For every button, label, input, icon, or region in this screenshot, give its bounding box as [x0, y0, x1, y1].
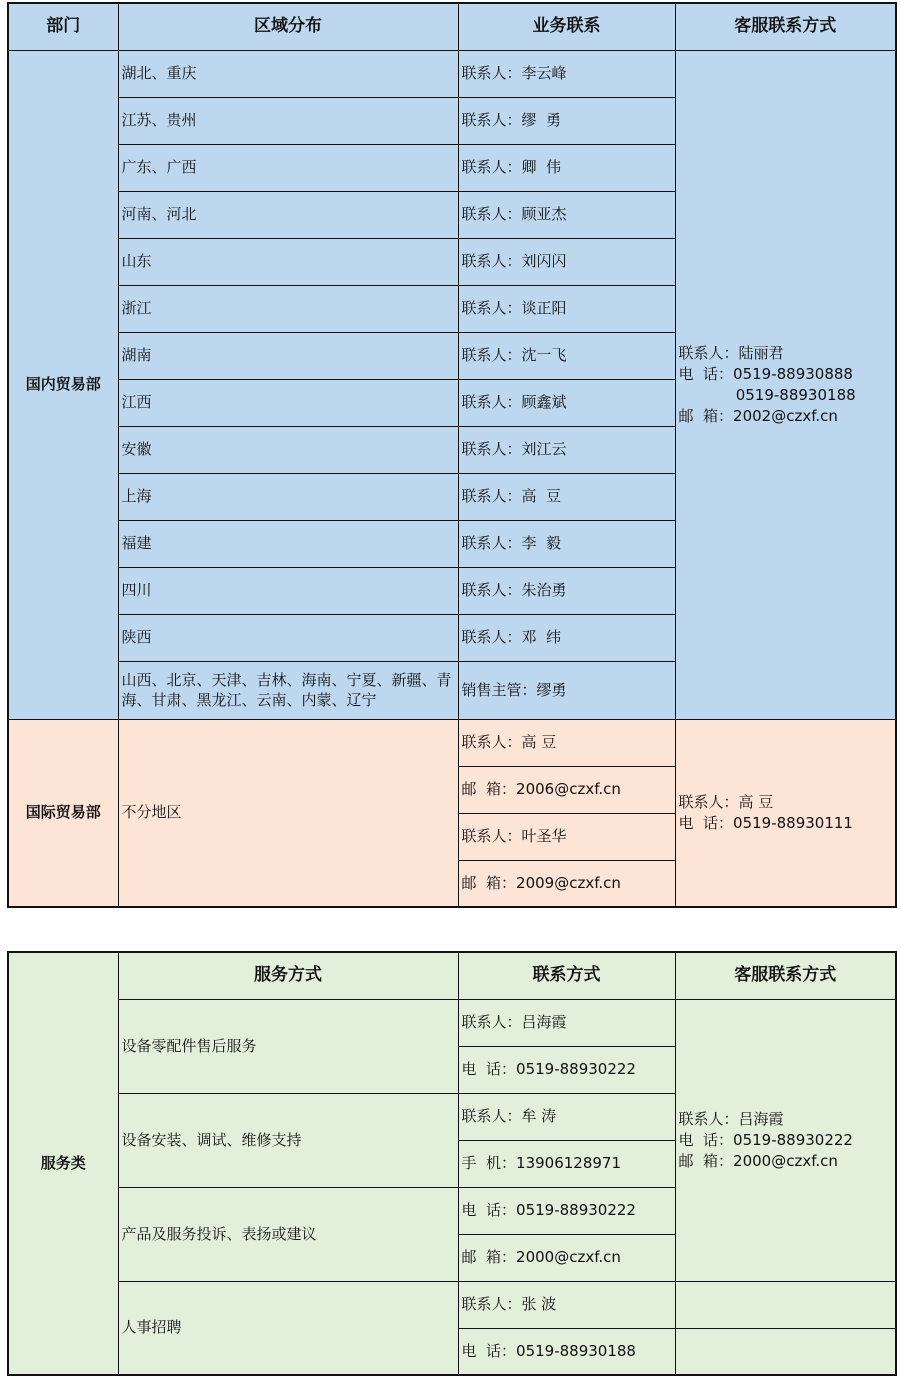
header-contact-method: 联系方式 — [458, 952, 675, 999]
region-cell: 上海 — [118, 473, 458, 520]
dept-international: 国际贸易部 — [8, 719, 118, 907]
header-business-contact: 业务联系 — [458, 3, 675, 50]
region-cell: 江苏、贵州 — [118, 97, 458, 144]
region-cell: 不分地区 — [118, 719, 458, 907]
dept-domestic: 国内贸易部 — [8, 50, 118, 719]
contact-cell: 手 机：13906128971 — [458, 1140, 675, 1187]
contact-cell: 联系人：叶圣华 — [458, 813, 675, 860]
header-service-method: 服务方式 — [118, 952, 458, 999]
service-contact-table — [7, 951, 897, 1376]
contact-cell: 联系人：缪 勇 — [458, 97, 675, 144]
contact-cell: 联系人：刘江云 — [458, 426, 675, 473]
service-name: 设备安装、调试、维修支持 — [118, 1093, 458, 1187]
empty-cell — [675, 1281, 896, 1328]
international-service-contact: 联系人：高 豆 电 话：0519-88930111 — [675, 719, 896, 907]
service-name: 人事招聘 — [118, 1281, 458, 1375]
contact-cell: 联系人：卿 伟 — [458, 144, 675, 191]
region-cell: 广东、广西 — [118, 144, 458, 191]
header-customer-service: 客服联系方式 — [675, 3, 896, 50]
contact-cell: 联系人：高 豆 — [458, 719, 675, 766]
table-row — [8, 50, 896, 97]
contact-cell: 联系人：顾鑫斌 — [458, 379, 675, 426]
contact-cell: 联系人：高 豆 — [458, 473, 675, 520]
region-cell: 四川 — [118, 567, 458, 614]
contact-cell: 联系人：谈正阳 — [458, 285, 675, 332]
table-row — [8, 999, 896, 1046]
region-cell: 福建 — [118, 520, 458, 567]
domestic-service-contact: 联系人：陆丽君 电 话：0519-88930888 0519-88930188 邮 箱：2002@czxf.cn — [675, 50, 896, 719]
contact-cell: 联系人：顾亚杰 — [458, 191, 675, 238]
contact-cell: 邮 箱：2006@czxf.cn — [458, 766, 675, 813]
region-cell: 陕西 — [118, 614, 458, 661]
service-name: 设备零配件售后服务 — [118, 999, 458, 1093]
region-cell: 山西、北京、天津、吉林、海南、宁夏、新疆、青海、甘肃、黑龙江、云南、内蒙、辽宁 — [118, 661, 458, 719]
contact-cell: 联系人：沈一飞 — [458, 332, 675, 379]
contact-cell: 联系人：刘闪闪 — [458, 238, 675, 285]
header-dept: 部门 — [8, 3, 118, 50]
contact-cell: 联系人：李云峰 — [458, 50, 675, 97]
contact-cell: 销售主管：缪勇 — [458, 661, 675, 719]
contact-cell: 电 话：0519-88930222 — [458, 1046, 675, 1093]
header-row — [8, 3, 896, 50]
region-cell: 湖北、重庆 — [118, 50, 458, 97]
region-cell: 山东 — [118, 238, 458, 285]
service-contact-block: 联系人：吕海霞 电 话：0519-88930222 邮 箱：2000@czxf.cn — [675, 999, 896, 1281]
contact-cell: 电 话：0519-88930222 — [458, 1187, 675, 1234]
contact-cell: 邮 箱：2000@czxf.cn — [458, 1234, 675, 1281]
table-row — [8, 719, 896, 766]
region-cell: 安徽 — [118, 426, 458, 473]
header-row — [8, 952, 896, 999]
contact-cell: 电 话：0519-88930188 — [458, 1328, 675, 1375]
sales-contact-table — [7, 2, 897, 908]
contact-cell: 邮 箱：2009@czxf.cn — [458, 860, 675, 907]
table-row — [8, 1281, 896, 1328]
region-cell: 湖南 — [118, 332, 458, 379]
region-cell: 河南、河北 — [118, 191, 458, 238]
contact-cell: 联系人：李 毅 — [458, 520, 675, 567]
header-customer-service: 客服联系方式 — [675, 952, 896, 999]
contact-cell: 联系人：牟 涛 — [458, 1093, 675, 1140]
dept-service: 服务类 — [8, 952, 118, 1375]
empty-cell — [675, 1328, 896, 1375]
header-region: 区域分布 — [118, 3, 458, 50]
service-name: 产品及服务投诉、表扬或建议 — [118, 1187, 458, 1281]
contact-cell: 联系人：邓 纬 — [458, 614, 675, 661]
contact-cell: 联系人：张 波 — [458, 1281, 675, 1328]
region-cell: 浙江 — [118, 285, 458, 332]
contact-cell: 联系人：朱治勇 — [458, 567, 675, 614]
region-cell: 江西 — [118, 379, 458, 426]
contact-cell: 联系人：吕海霞 — [458, 999, 675, 1046]
